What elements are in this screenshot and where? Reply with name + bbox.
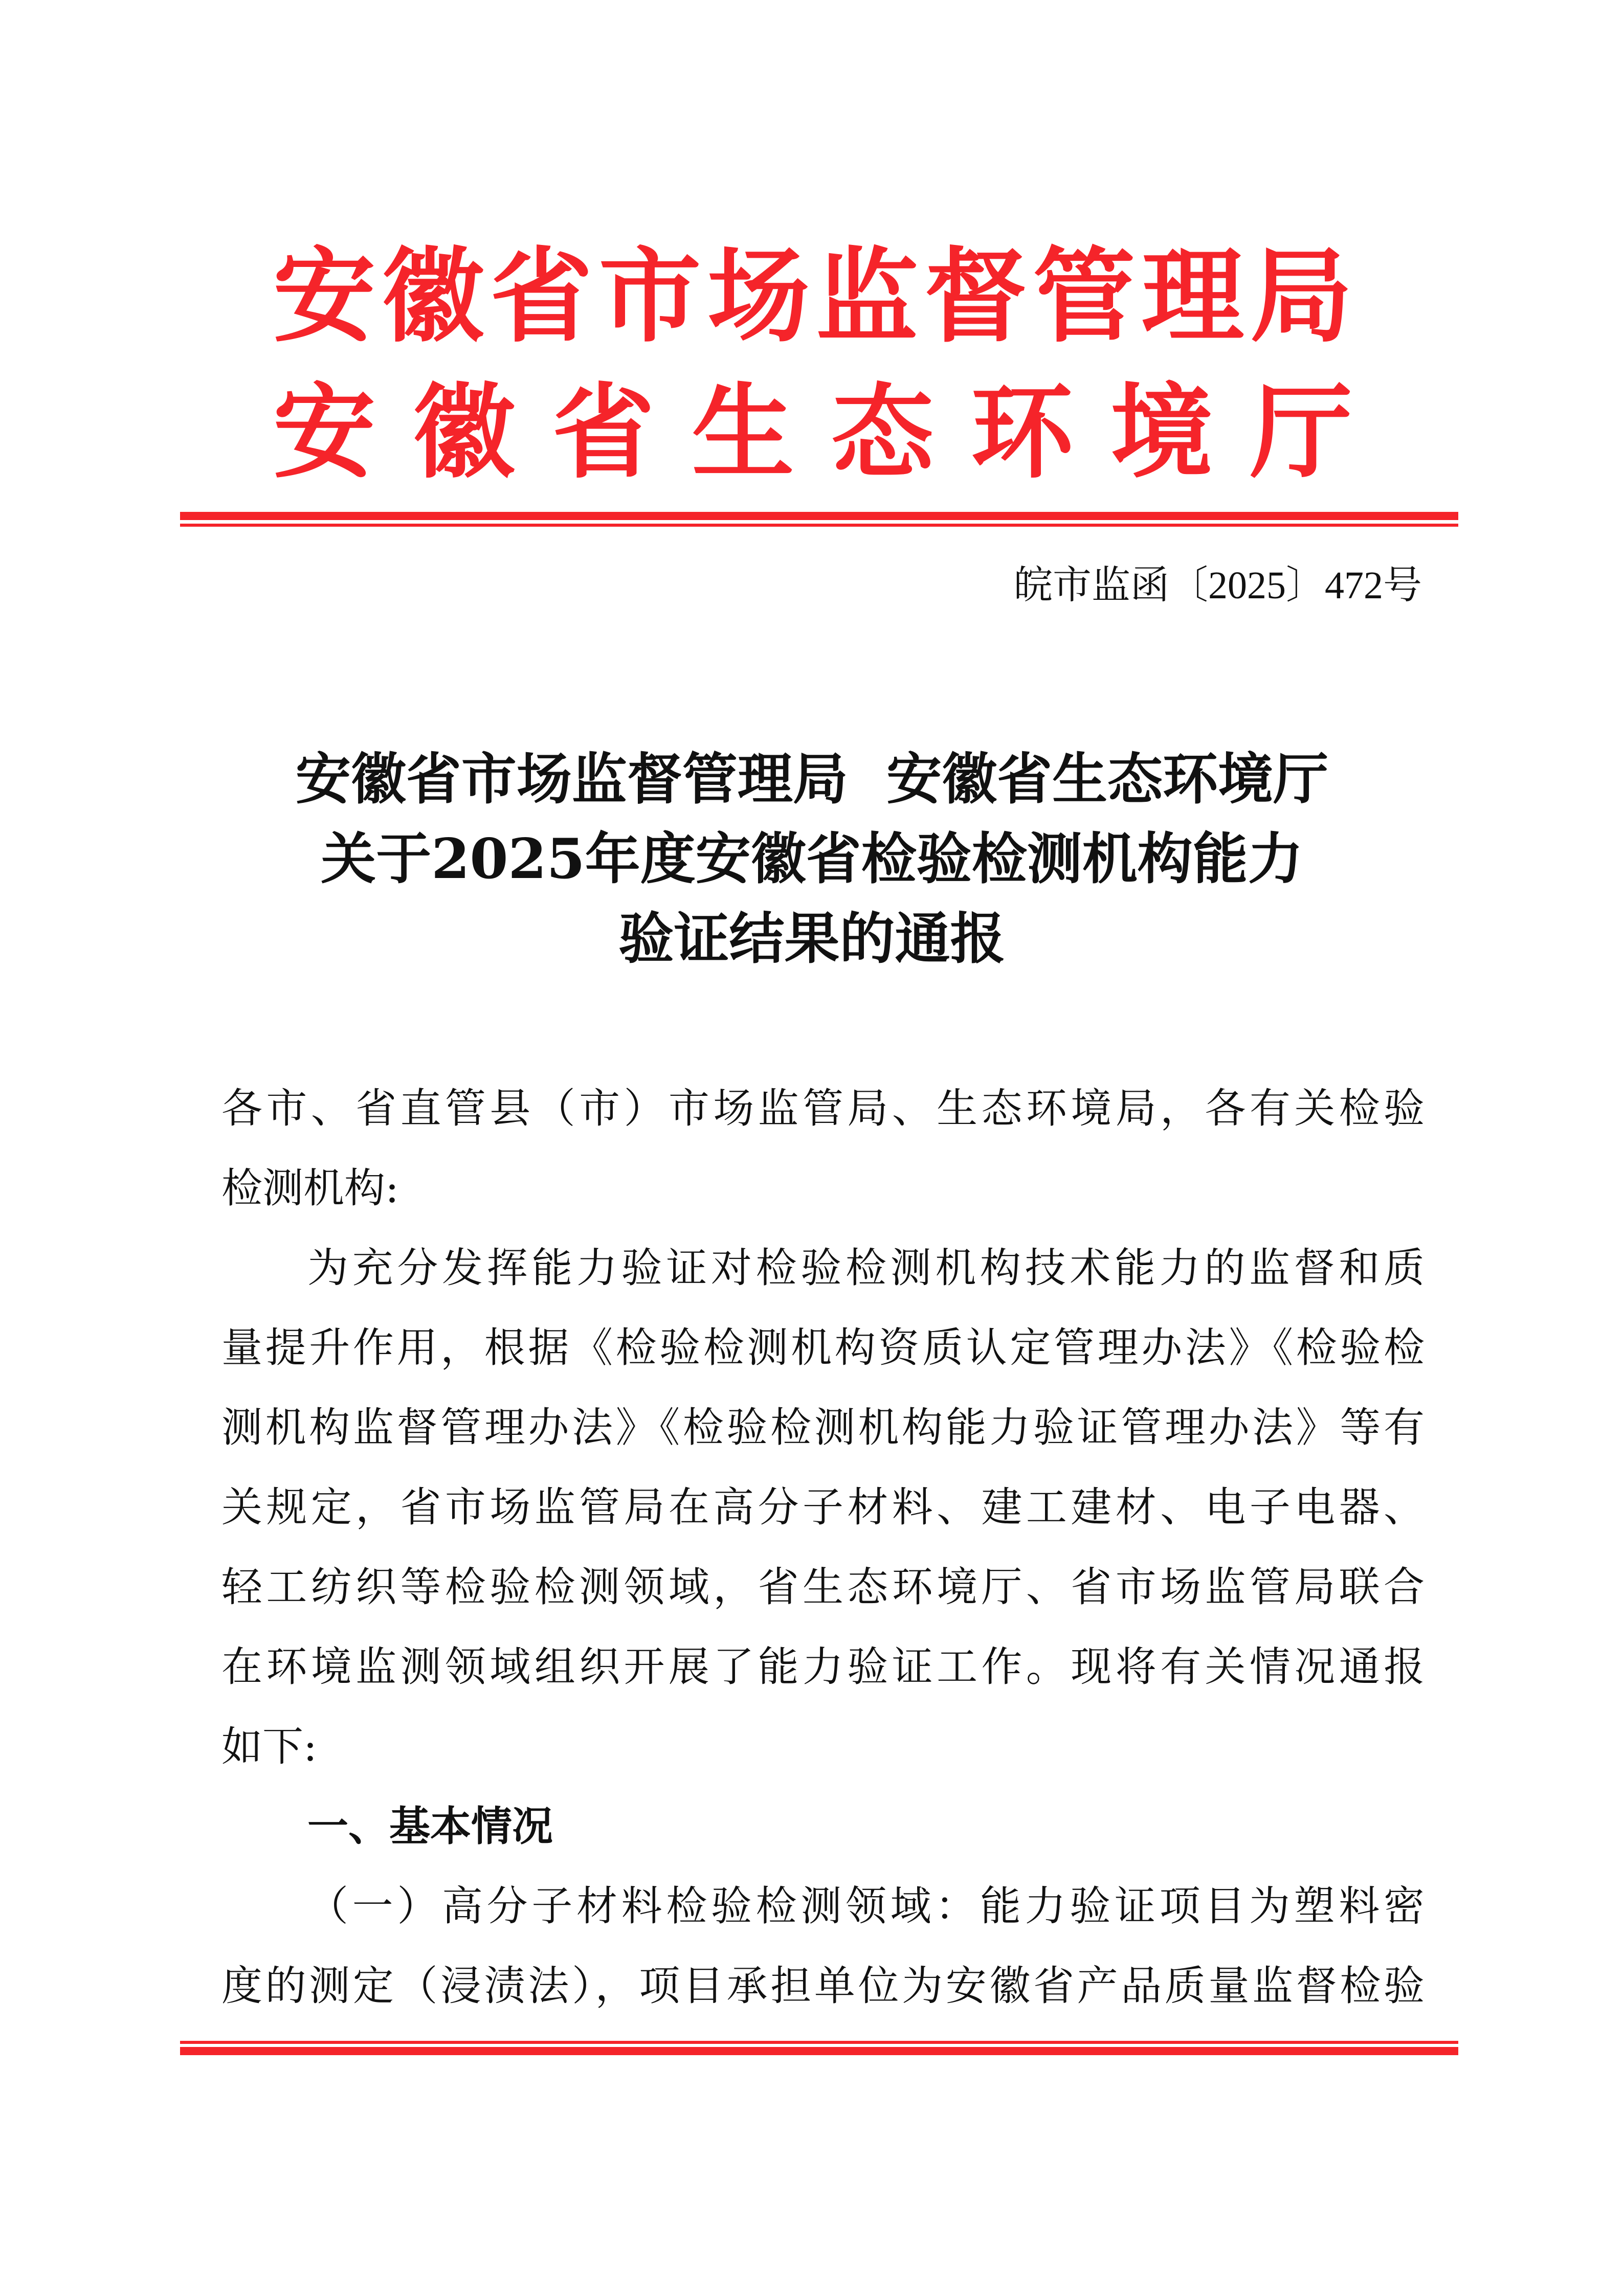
body-text-line: 检测机构: xyxy=(221,1164,399,1212)
document-body xyxy=(221,1069,1425,2026)
header-thick-rule xyxy=(180,512,1458,520)
body-text-line: 关规定，省市场监管局在高分子材料、建工建材、电子电器、 xyxy=(221,1483,1425,1531)
body-text-line: 为充分发挥能力验证对检验检测机构技术能力的监督和质 xyxy=(307,1244,1425,1292)
footer-thick-rule xyxy=(180,2047,1458,2055)
body-text-line: 在环境监测领域组织开展了能力验证工作。现将有关情况通报 xyxy=(221,1643,1425,1691)
agency-name-2: 安徽省生态环境厅 xyxy=(273,372,1352,492)
body-text-line: 度的测定（浸渍法），项目承担单位为安徽省产品质量监督检验 xyxy=(221,1962,1425,2010)
body-text-line: 量提升作用，根据《检验检测机构资质认定管理办法》《检验检 xyxy=(221,1324,1425,1371)
body-text-line: 轻工纺织等检验检测领域，省生态环境厅、省市场监管局联合 xyxy=(221,1563,1425,1611)
footer-thin-rule xyxy=(180,2041,1458,2044)
body-text-line: （一）高分子材料检验检测领域：能力验证项目为塑料密 xyxy=(307,1882,1425,1930)
document-title-line-3: 验证结果的通报 xyxy=(618,907,1006,971)
section-heading: 一、基本情况 xyxy=(307,1803,553,1850)
body-text-line: 各市、省直管县（市）市场监管局、生态环境局，各有关检验 xyxy=(221,1085,1425,1132)
agency-name-1: 安徽省市场监督管理局 xyxy=(273,236,1352,356)
document-title-line-2: 关于2025年度安徽省检验检测机构能力 xyxy=(321,827,1303,891)
document-title-line-1: 安徽省市场监督管理局 安徽省生态环境厅 xyxy=(295,747,1329,812)
header-thin-rule xyxy=(180,524,1458,527)
body-text-line: 测机构监督管理办法》《检验检测机构能力验证管理办法》等有 xyxy=(221,1404,1425,1451)
body-text-line: 如下: xyxy=(221,1723,317,1770)
document-number: 皖市监函〔2025〕472号 xyxy=(1014,564,1422,607)
